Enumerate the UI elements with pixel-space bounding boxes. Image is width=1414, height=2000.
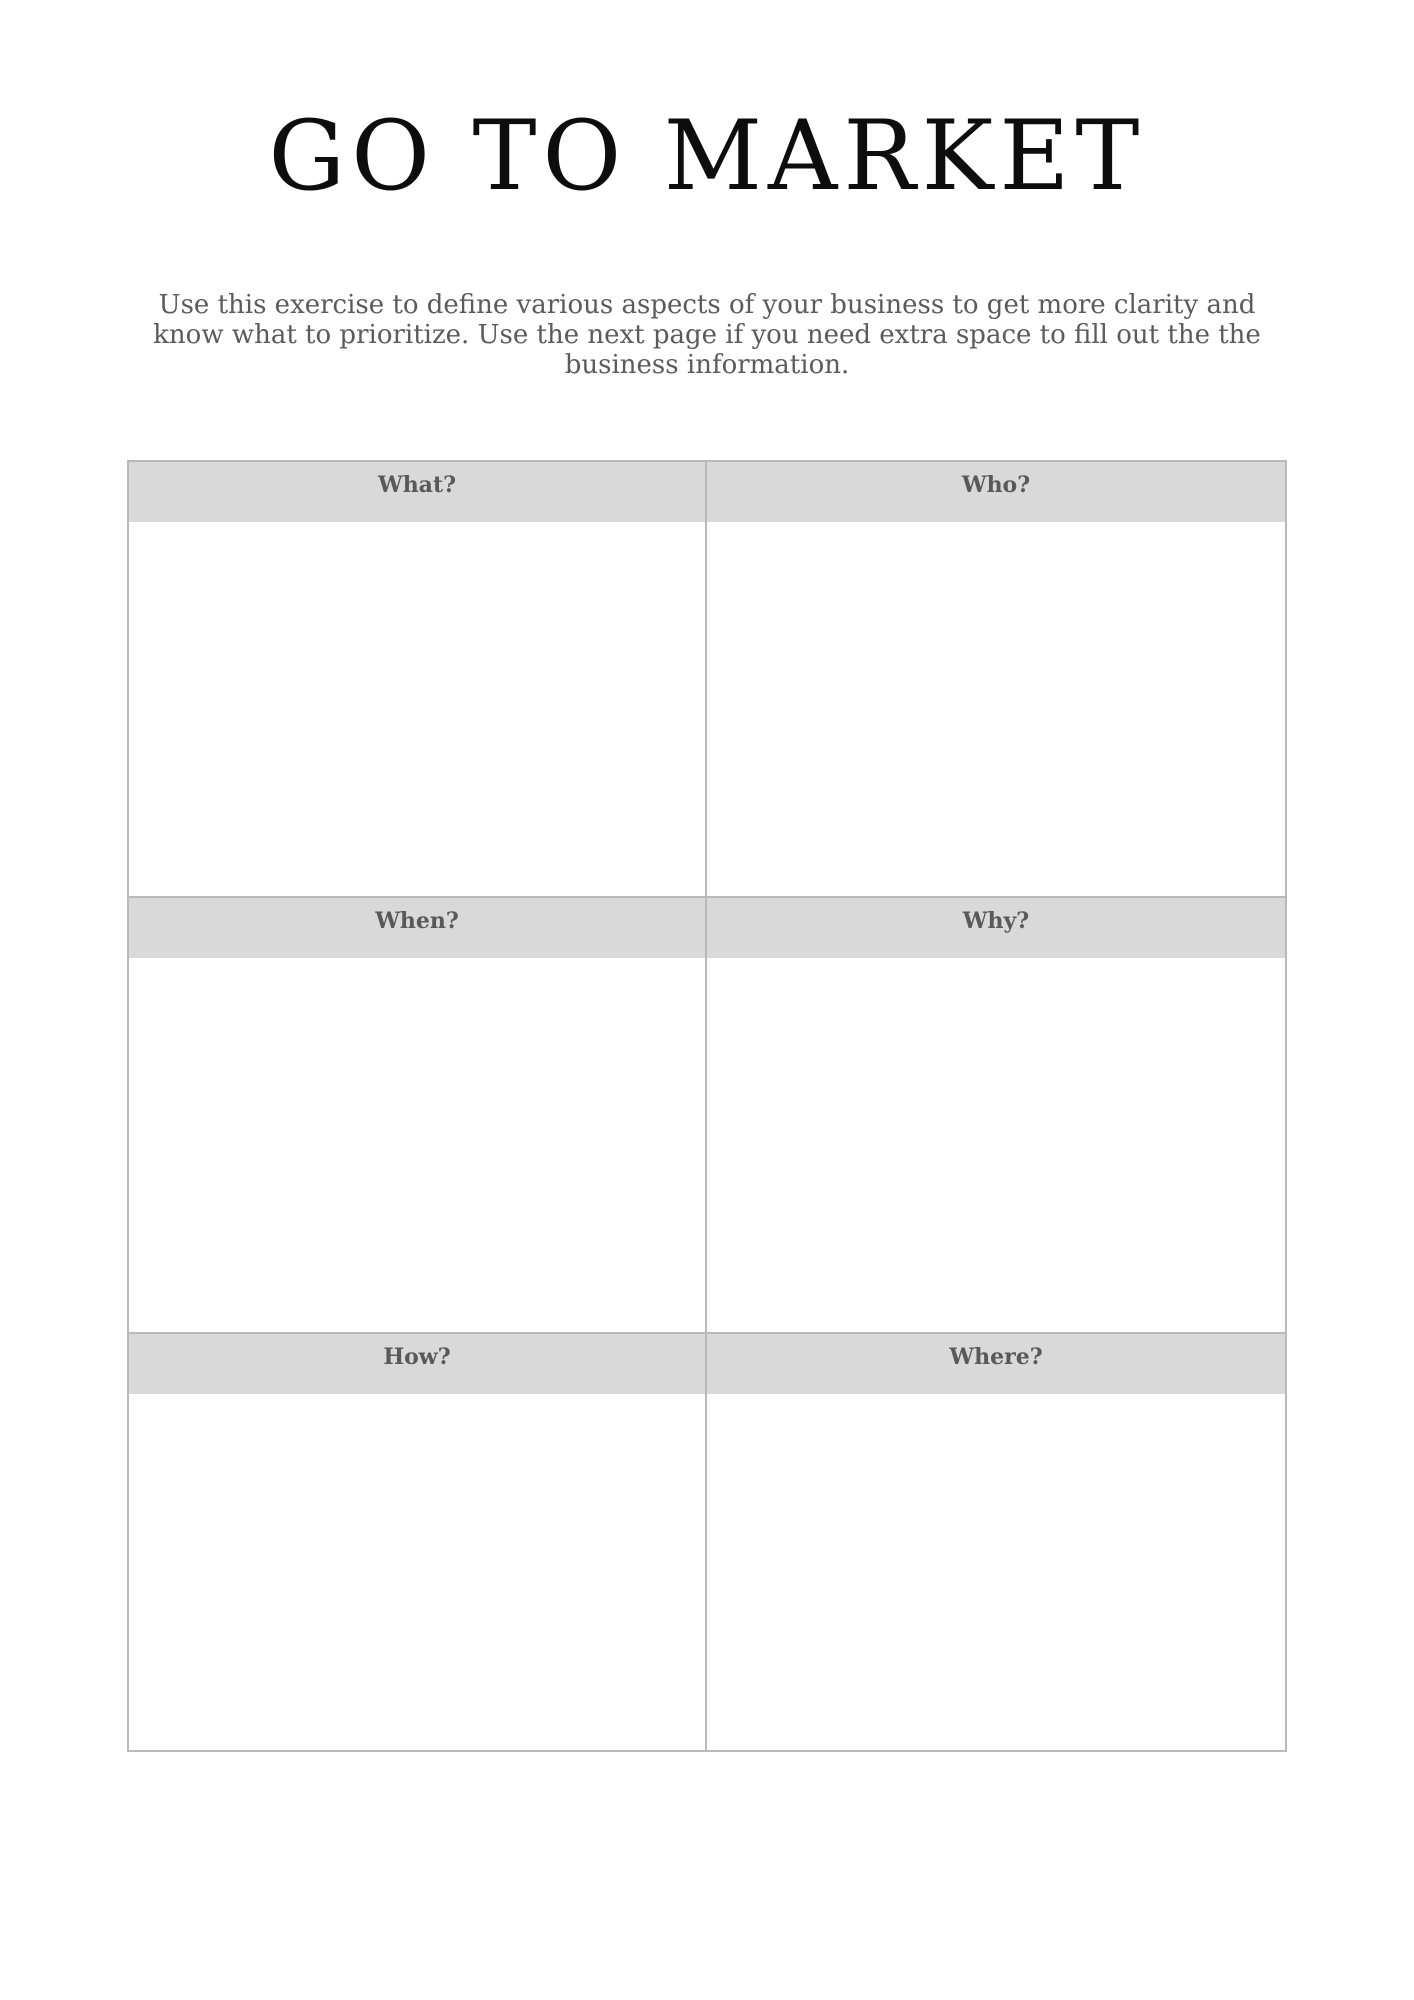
cell-body-why[interactable]: [707, 958, 1285, 1332]
cell-header-when: When?: [129, 898, 705, 958]
cell-who: [707, 462, 1285, 898]
cell-body-who[interactable]: [707, 522, 1285, 896]
cell-when: [129, 898, 707, 1334]
page-title: GO TO MARKET: [268, 100, 1146, 212]
cell-header-how: How?: [129, 1334, 705, 1394]
cell-body-how[interactable]: [129, 1394, 705, 1750]
cell-why: [707, 898, 1285, 1334]
cell-body-where[interactable]: [707, 1394, 1285, 1750]
cell-where: [707, 1334, 1285, 1750]
cell-header-who: Who?: [707, 462, 1285, 522]
cell-header-what: What?: [129, 462, 705, 522]
cell-what: [129, 462, 707, 898]
cell-how: [129, 1334, 707, 1750]
cell-header-where: Where?: [707, 1334, 1285, 1394]
cell-header-why: Why?: [707, 898, 1285, 958]
cell-body-what[interactable]: [129, 522, 705, 896]
instructions-text: Use this exercise to define various aspects of your business to get more clarity and know what to prioritize. Use the next page if you need extra space to fill out the the business information.: [153, 290, 1261, 380]
cell-body-when[interactable]: [129, 958, 705, 1332]
worksheet-grid: [127, 460, 1287, 1752]
